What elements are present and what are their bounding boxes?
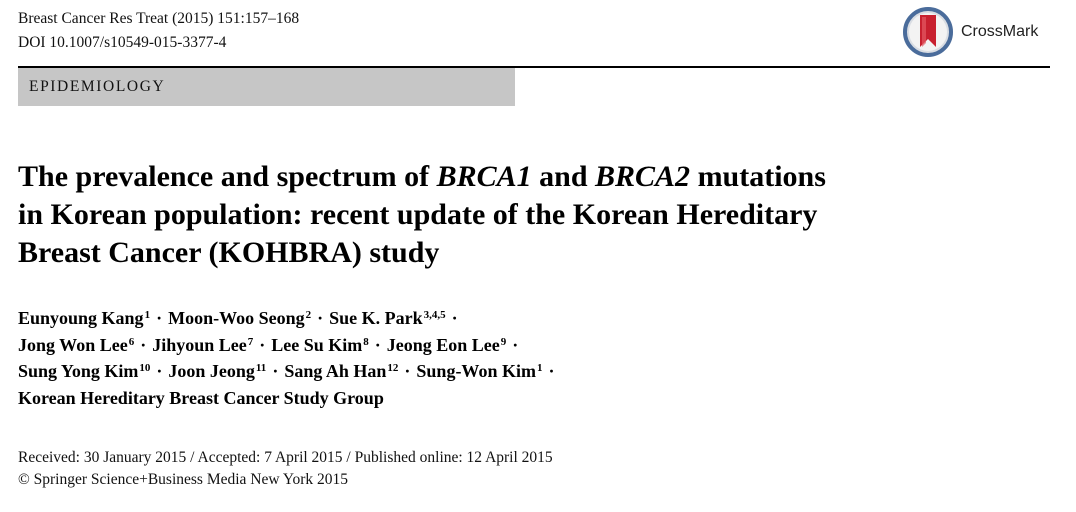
author-separator: · [374, 334, 381, 355]
author-line [18, 332, 1058, 359]
affiliation-number: 7 [247, 335, 254, 348]
author-separator: · [140, 334, 147, 355]
affiliation-number: 2 [305, 309, 312, 321]
author-name[interactable]: Sue K. Park [329, 308, 423, 328]
affiliation-number: 8 [363, 335, 369, 348]
author-name[interactable]: Jeong Eon Lee [386, 334, 500, 355]
author-name[interactable]: Jong Won Lee [18, 334, 128, 355]
author-separator: · [272, 361, 279, 381]
affiliation-number: 12 [387, 362, 399, 374]
author-line [18, 305, 1058, 332]
journal-citation [18, 7, 299, 55]
affiliation-number: 1 [536, 362, 543, 374]
author-name[interactable]: Jihyoun Lee [152, 334, 247, 355]
author-name[interactable]: Sung Yong Kim [18, 361, 139, 381]
title-line-3: Breast Cancer (KOHBRA) study [18, 236, 440, 269]
affiliation-number: 3,4,5 [423, 309, 446, 321]
gene-name: BRCA1 [436, 160, 532, 193]
author-group: Korean Hereditary Breast Cancer Study Group [18, 387, 384, 408]
author-separator: · [156, 308, 163, 328]
title-text: mutations [690, 160, 826, 193]
author-separator: · [451, 308, 458, 328]
affiliation-number: 9 [500, 335, 507, 348]
affiliation-number: 1 [144, 309, 151, 321]
gene-name: BRCA2 [595, 160, 691, 193]
author-name[interactable]: Sang Ah Han [284, 361, 387, 381]
crossmark-badge[interactable] [901, 6, 1038, 58]
author-name[interactable]: Joon Jeong [168, 361, 255, 381]
journal-reference: Breast Cancer Res Treat (2015) 151:157–168 [18, 10, 300, 27]
author-list [18, 305, 1058, 411]
section-banner [18, 68, 515, 106]
publication-history [18, 447, 553, 491]
author-separator: · [156, 361, 163, 381]
crossmark-label: CrossMark [961, 23, 1039, 40]
title-text: and [531, 160, 596, 193]
title-line-2: in Korean population: recent update of the Korean Hereditary [18, 198, 818, 231]
title-text: The prevalence and spectrum of [18, 160, 437, 193]
author-name[interactable]: Sung-Won Kim [416, 361, 536, 381]
author-separator: · [259, 334, 266, 355]
author-separator: · [548, 361, 555, 381]
affiliation-number: 6 [128, 335, 135, 348]
author-separator: · [317, 308, 324, 328]
author-name[interactable]: Eunyoung Kang [18, 308, 144, 328]
author-name[interactable]: Lee Su Kim [271, 334, 363, 355]
affiliation-number: 11 [255, 362, 267, 374]
affiliation-number: 10 [139, 362, 151, 374]
author-separator: · [512, 334, 519, 355]
author-line [18, 358, 1058, 385]
author-separator: · [404, 361, 411, 381]
crossmark-icon [901, 5, 955, 59]
publication-dates: Received: 30 January 2015 / Accepted: 7 April 2015 / Published online: 12 April 2015 [18, 449, 553, 466]
author-name[interactable]: Moon-Woo Seong [168, 308, 305, 328]
copyright-notice: © Springer Science+Business Media New York 2015 [18, 471, 349, 488]
title-line-1 [18, 158, 1058, 196]
doi-link[interactable]: DOI 10.1007/s10549-015-3377-4 [18, 34, 227, 51]
section-label: EPIDEMIOLOGY [29, 78, 166, 95]
article-title [18, 158, 1058, 272]
